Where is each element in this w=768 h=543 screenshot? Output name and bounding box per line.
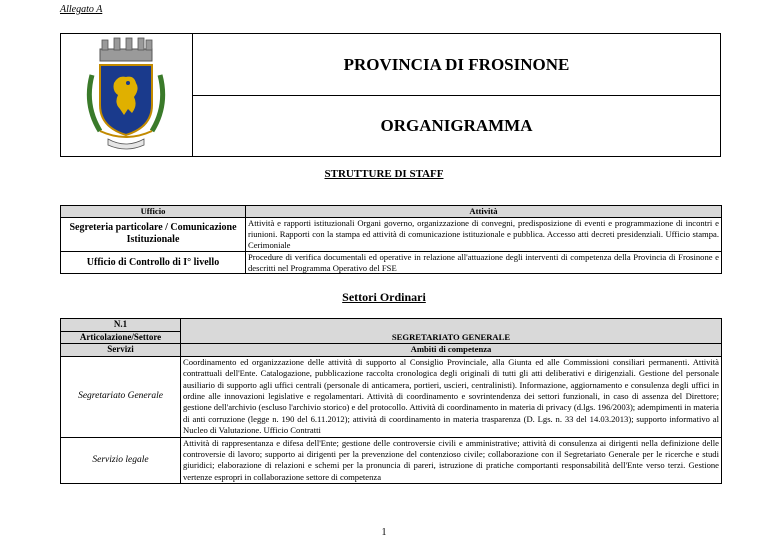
table-header-row (61, 206, 722, 218)
table-row (61, 356, 722, 437)
ordinari-table (60, 318, 722, 484)
staff-section-title: STRUTTURE DI STAFF (324, 168, 444, 180)
attivita-cell: Attività e rapporti istituzionali Organi governo, organizzazione di convegni, predisposizione di eventi e programmazione di incontri e riunioni. Rapporti con la stampa ed attività di comunicazione istituzionale e pubblica. Accesso atti decreti presidenziali. Ufficio stampa. Cerimoniale (246, 217, 722, 251)
col-header-articolazione: Articolazione/Settore (61, 332, 181, 344)
table-header-row (61, 344, 722, 356)
page-number: 1 (381, 527, 387, 538)
col-header-attivita: Attività (246, 206, 722, 218)
staff-table (60, 205, 722, 274)
ufficio-cell: Segreteria particolare / Comunicazione Istituzionale (61, 217, 246, 251)
table-header-row (61, 319, 722, 332)
competenze-cell: Attività di rappresentanza e difesa dell'Ente; gestione delle controversie civili e amministrative; attività di consulenza ai dirigenti nella definizione delle controversie di lavoro; supporto ai dirigenti per la prevenzione del contenzioso civile; collaborazione con il Segretariato Generale per le ricerche e studi giuridici; elaborazione di relazioni e schemi per la pronuncia di pareri, istruzione di pratiche comportanti responsabilità dell'Ente verso terzi. Gestione vertenze espropri in collaborazione settore di competenza (181, 437, 722, 484)
servizio-cell: Segretariato Generale (61, 356, 181, 437)
table-row (61, 437, 722, 484)
allegato-label: Allegato A (60, 4, 103, 15)
settore-name-cell: SEGRETARIATO GENERALE (181, 319, 722, 344)
sector-number: N.1 (61, 319, 181, 332)
document-title: ORGANIGRAMMA (380, 116, 533, 135)
crest-cell (61, 34, 193, 156)
province-title: PROVINCIA DI FROSINONE (193, 34, 720, 96)
ufficio-cell: Ufficio di Controllo di I° livello (61, 251, 246, 274)
header-box (60, 33, 721, 157)
competenze-cell: Coordinamento ed organizzazione delle attività di supporto al Consiglio Provinciale, alla Giunta ed alle Commissioni consiliari permanenti. Attività contrattuali dell'Ente. Catalogazione, pubblicazione raccolta cronologica degli originali di tutti gli atti deliberativi e dirigenziali. Gestione del personale ausiliario di supporto agli uffici centrali (personale di anticamera, portieri, uscieri, centralinisti). Informazione, aggiornamento e consulenza degli uffici in ordine alle innovazioni legislative e regolamentari. Attività di coordinamento e sovrintendenza dei settori funzionali, in caso di assenza del Direttore; gestione dell'archivio (escluso l'archivio storico) e del protocollo. Attività di coordinamento in materia di privacy (d.lgs. 196/2003); adempimenti in materia di anti corruzione (legge n. 190 del 6.11.2012); attività di coordinamento in materia trasparenza (D. Lgs. n. 33 del 14.03.2013); supporto informativo al Nucleo di Valutazione. Ufficio Contratti (181, 356, 722, 437)
table-row (61, 217, 722, 251)
ambiti-header: Ambiti di competenza (181, 344, 722, 356)
col-header-ufficio: Ufficio (61, 206, 246, 218)
ordinari-section-title: Settori Ordinari (342, 290, 426, 304)
col-header-servizi: Servizi (61, 344, 181, 356)
attivita-cell: Procedure di verifica documentali ed operative in relazione all'attuazione degli interventi di competenza della Provincia di Frosinone e descritti nel Programma Operativo del FSE (246, 251, 722, 274)
servizio-cell: Servizio legale (61, 437, 181, 484)
table-row (61, 251, 722, 274)
province-crest-icon (78, 35, 174, 153)
